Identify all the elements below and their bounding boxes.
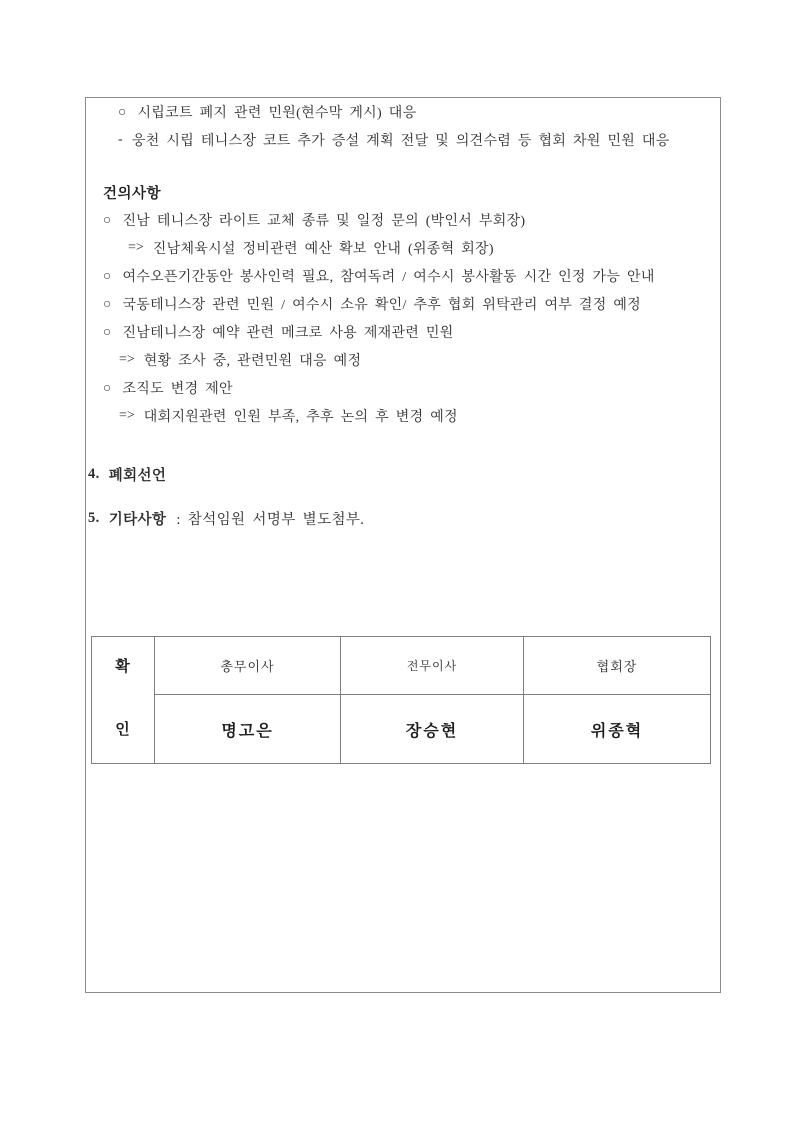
section-title: 폐회선언 xyxy=(108,467,167,484)
dash-bullet: - xyxy=(118,132,123,147)
confirm-label-bottom: 인 xyxy=(115,722,131,738)
arrow-marker: => xyxy=(128,240,144,255)
arrow-marker: => xyxy=(119,408,135,423)
list-item xyxy=(118,98,720,126)
table-row xyxy=(92,695,711,764)
list-item-text: 웅천 시립 테니스장 코트 추가 증설 계획 전달 및 의견수렴 등 협회 차원 민원 대응 xyxy=(131,134,670,149)
signer-name-cell: 위종혁 xyxy=(524,695,711,764)
confirm-label-cell xyxy=(92,637,155,764)
list-item-text: 시립코트 폐지 관련 민원(현수막 게시) 대응 xyxy=(137,106,417,121)
section-heading: 건의사항 xyxy=(103,185,162,202)
list-item-note xyxy=(119,346,720,374)
list-item xyxy=(103,318,720,346)
arrow-marker: => xyxy=(119,352,135,367)
list-item-text: 대회지원관련 인원 부족, 추후 논의 후 변경 예정 xyxy=(143,410,458,425)
table-row xyxy=(92,637,711,695)
section-5-heading xyxy=(88,504,720,532)
list-item-text: 진남체육시설 정비관련 예산 확보 안내 (위종혁 회장) xyxy=(152,242,494,257)
list-item-text: 진남 테니스장 라이트 교체 종류 및 일정 문의 (박인서 부회장) xyxy=(122,214,526,229)
list-item-text: 현황 조사 중, 관련민원 대응 예정 xyxy=(143,354,362,369)
role-header-cell: 총무이사 xyxy=(155,637,341,695)
circle-bullet-icon: ○ xyxy=(103,324,112,339)
role-header-cell: 전무이사 xyxy=(341,637,524,695)
page-border-frame xyxy=(85,97,721,993)
circle-bullet-icon: ○ xyxy=(118,104,127,119)
list-item-text: 조직도 변경 제안 xyxy=(122,382,233,397)
list-item-text: 진남테니스장 예약 관련 메크로 사용 제재관련 민원 xyxy=(122,326,454,341)
confirmation-table xyxy=(91,636,711,764)
section-4-heading xyxy=(88,460,720,488)
confirm-label-top: 확 xyxy=(115,659,131,675)
list-item xyxy=(103,290,720,318)
page-content xyxy=(86,98,720,992)
circle-bullet-icon: ○ xyxy=(103,380,112,395)
list-item xyxy=(118,126,720,154)
list-item xyxy=(103,206,720,234)
section-number: 5. xyxy=(88,509,100,526)
signer-name-cell: 명고은 xyxy=(155,695,341,764)
list-item-note xyxy=(119,402,720,430)
signer-name-cell: 장승현 xyxy=(341,695,524,764)
list-item-note xyxy=(128,234,720,262)
section-detail: : 참석임원 서명부 별도첨부. xyxy=(176,511,365,528)
list-item xyxy=(103,262,720,290)
list-item xyxy=(103,374,720,402)
circle-bullet-icon: ○ xyxy=(103,296,112,311)
circle-bullet-icon: ○ xyxy=(103,268,112,283)
list-item-text: 국동테니스장 관련 민원 / 여수시 소유 확인/ 추후 협회 위탁관리 여부 결정 예정 xyxy=(122,298,641,313)
section-title: 기타사항 xyxy=(108,511,167,528)
role-header-cell: 협회장 xyxy=(524,637,711,695)
list-item-text: 여수오픈기간동안 봉사인력 필요, 참여독려 / 여수시 봉사활동 시간 인정 가능 안내 xyxy=(122,270,655,285)
circle-bullet-icon: ○ xyxy=(103,212,112,227)
section-number: 4. xyxy=(88,465,100,482)
